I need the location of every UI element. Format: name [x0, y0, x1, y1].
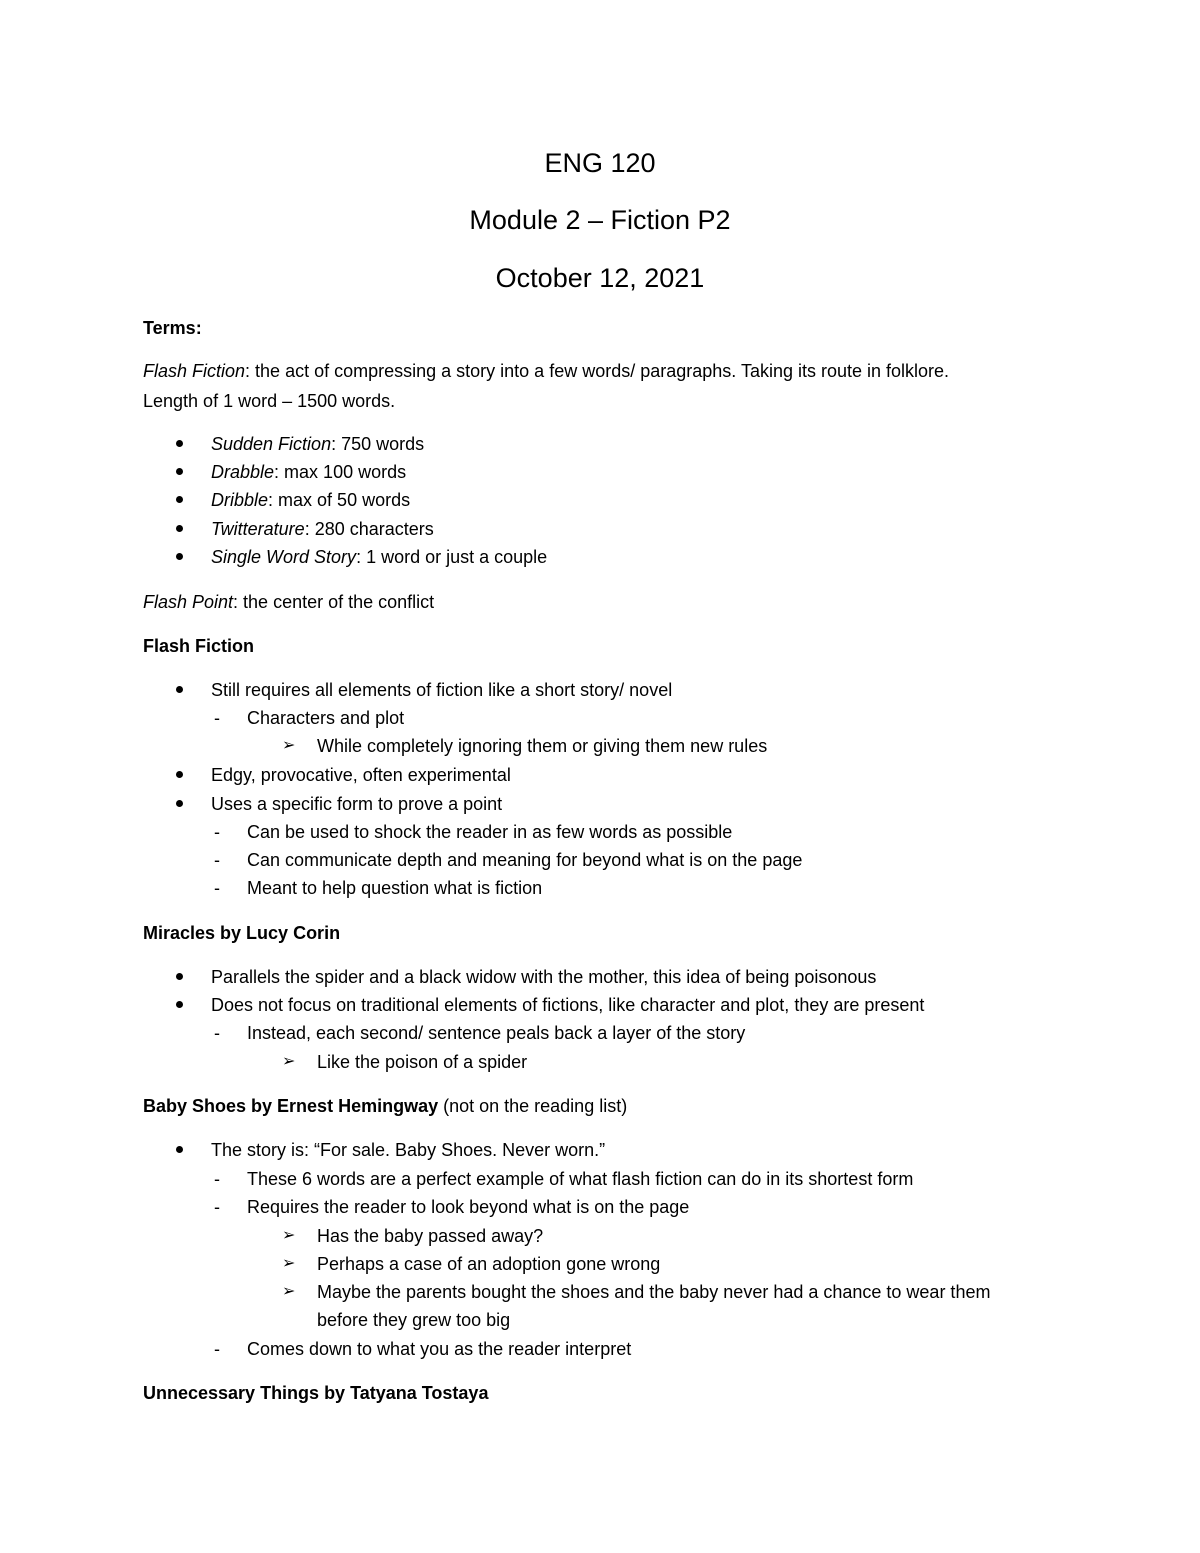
- list-item: Single Word Story: 1 word or just a couple: [211, 547, 548, 567]
- section-heading: Flash Fiction: [143, 636, 255, 656]
- list-item: Requires the reader to look beyond what is on the page: [247, 1197, 690, 1217]
- list-item: Can communicate depth and meaning for beyond what is on the page: [247, 850, 803, 870]
- dash-icon: -: [214, 878, 220, 898]
- bullet-icon: [176, 525, 183, 532]
- bullet-icon: [176, 440, 183, 447]
- dash-icon: -: [214, 822, 220, 842]
- dash-icon: -: [214, 1023, 220, 1043]
- list-item: Edgy, provocative, often experimental: [211, 765, 511, 785]
- list-item: The story is: “For sale. Baby Shoes. Never worn.”: [211, 1140, 606, 1160]
- dash-icon: -: [214, 850, 220, 870]
- list-item: Instead, each second/ sentence peals back a layer of the story: [247, 1023, 746, 1043]
- list-item: Still requires all elements of fiction like a short story/ novel: [211, 680, 673, 700]
- course-title: ENG 120: [544, 148, 656, 178]
- bullet-icon: [176, 496, 183, 503]
- dash-icon: -: [214, 708, 220, 728]
- bullet-icon: [176, 973, 183, 980]
- date-line: October 12, 2021: [495, 263, 705, 293]
- section-heading: Miracles by Lucy Corin: [143, 923, 341, 943]
- arrow-bullet-icon: ➢: [282, 1255, 296, 1272]
- list-item: Uses a specific form to prove a point: [211, 794, 503, 814]
- list-item-continuation: before they grew too big: [317, 1310, 511, 1330]
- bullet-icon: [176, 800, 183, 807]
- list-item: Comes down to what you as the reader interpret: [247, 1339, 632, 1359]
- dash-icon: -: [214, 1197, 220, 1217]
- bullet-icon: [176, 686, 183, 693]
- list-item: Characters and plot: [247, 708, 405, 728]
- flash-fiction-definition-text: : the act of compressing a story into a few words/ paragraphs. Taking its route in folklore.: [245, 361, 950, 381]
- module-title: Module 2 – Fiction P2: [469, 205, 731, 235]
- dash-icon: -: [214, 1339, 220, 1359]
- list-item: Maybe the parents bought the shoes and the baby never had a chance to wear them: [317, 1282, 991, 1302]
- list-item: Has the baby passed away?: [317, 1226, 544, 1246]
- list-item: Sudden Fiction: 750 words: [211, 434, 425, 454]
- list-item: While completely ignoring them or giving them new rules: [317, 736, 768, 756]
- arrow-bullet-icon: ➢: [282, 1053, 296, 1070]
- list-item: Dribble: max of 50 words: [211, 490, 411, 510]
- list-item: Parallels the spider and a black widow with the mother, this idea of being poisonous: [211, 967, 877, 987]
- flash-fiction-length: Length of 1 word – 1500 words.: [143, 391, 396, 411]
- bullet-icon: [176, 468, 183, 475]
- flash-point-definition: Flash Point: the center of the conflict: [143, 592, 435, 612]
- section-heading: Baby Shoes by Ernest Hemingway (not on the reading list): [143, 1096, 628, 1116]
- list-item: Meant to help question what is fiction: [247, 878, 543, 898]
- bullet-icon: [176, 553, 183, 560]
- dash-icon: -: [214, 1169, 220, 1189]
- list-item: Twitterature: 280 characters: [211, 519, 434, 539]
- list-item: Can be used to shock the reader in as few words as possible: [247, 822, 733, 842]
- list-item: These 6 words are a perfect example of what flash fiction can do in its shortest form: [247, 1169, 914, 1189]
- list-item: Does not focus on traditional elements of fictions, like character and plot, they are present: [211, 995, 925, 1015]
- flash-fiction-term: Flash Fiction: [143, 361, 246, 381]
- section-heading: Unnecessary Things by Tatyana Tostaya: [143, 1383, 489, 1403]
- arrow-bullet-icon: ➢: [282, 737, 296, 754]
- flash-fiction-definition: [143, 360, 949, 382]
- terms-heading: Terms:: [143, 318, 202, 338]
- list-item: Drabble: max 100 words: [211, 462, 407, 482]
- list-item: Like the poison of a spider: [317, 1052, 528, 1072]
- list-item: Perhaps a case of an adoption gone wrong: [317, 1254, 661, 1274]
- bullet-icon: [176, 771, 183, 778]
- arrow-bullet-icon: ➢: [282, 1227, 296, 1244]
- bullet-icon: [176, 1001, 183, 1008]
- bullet-icon: [176, 1146, 183, 1153]
- arrow-bullet-icon: ➢: [282, 1283, 296, 1300]
